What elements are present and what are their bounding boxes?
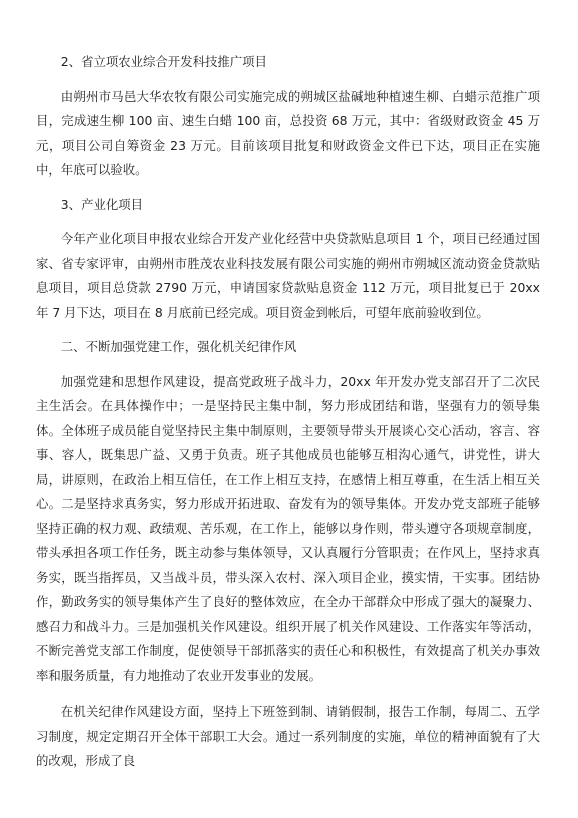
section-2-body: 由朔州市马邑大华农牧有限公司实施完成的朔城区盐碱地种植速生柳、白蜡示范推广项目，完成速生柳 100 亩、速生白蜡 100 亩，总投资 68 万元，其中：省级财政资金 45 万元，项目公司自筹资金 23 万元。目前该项目批复和财政资金文件已下达，项目正在实施中，年底可以验收。 (36, 88, 540, 177)
spacer (36, 75, 540, 85)
section-3-heading: 3、产业化项目 (60, 196, 144, 212)
spacer (36, 688, 540, 700)
part-2-heading: 二、不断加强党建工作，强化机关纪律作风 (60, 339, 297, 354)
section-2-heading: 2、省立项农业综合开发科技推广项目 (60, 54, 267, 69)
spacer (36, 217, 540, 227)
section-3-body: 今年产业化项目申报农业综合开发产业化经营中央贷款贴息项目 1 个，项目已经通过国家、省专家评审，由朔州市胜茂农业科技发展有限公司实施的朔州市朔城区流动资金贷款贴息项目，项目总贷款 2790 万元，申请国家贷款贴息资金 112 万元，项目批复已于 20xx 年 7 月下达，项目在 8 月底前已经完成。项目资金到帐后，可望年底前验收到位。 (36, 231, 540, 320)
part-2-body-continued: 在机关纪律作风建设方面，坚持上下班签到制、请销假制，报告工作制，每周二、五学习制度，规定定期召开全体干部职工大会。通过一系列制度的实施，单位的精神面貌有了大的改观，形成了良 (36, 704, 540, 768)
spacer (36, 325, 540, 335)
spacer (36, 360, 540, 370)
spacer (36, 183, 540, 193)
part-2-body: 加强党建和思想作风建设，提高党政班子战斗力，20xx 年开发办党支部召开了二次民主生活会。在具体操作中；一是坚持民主集中制，努力形成团结和谐，坚强有力的领导集体。全体班子成员能自觉坚持民主集中制原则，主要领导带头开展谈心交心活动，容言、容事、容人，既集思广益、又勇于负责。班子其他成员也能够互相沟心通气，讲党性，讲大局，讲原则，在政治上相互信任，在工作上相互支持，在感情上相互尊重，在生活上相互关心。二是坚持求真务实，努力形成开拓进取、奋发有为的领导集体。开发办党支部班子能够坚持正确的权力观、政绩观、苦乐观，在工作上，能够以身作则，带头遵守各项规章制度，带头承担各项工作任务，既主动参与集体领导，又认真履行分管职责；在作风上，坚持求真务实，既当指挥员，又当战斗员，带头深入农村、深入项目企业，摸实情，干实事。团结协作，勤政务实的领导集体产生了良好的整体效应，在全办干部群众中形成了强大的凝聚力、感召力和战斗力。三是加强机关作风建设。组织开展了机关作风建设、工作落实年等活动，不断完善党支部工作制度，促使领导干部抓落实的责任心和积极性，有效提高了机关办事效率和服务质量，有力地推动了农业开发事业的发展。 (36, 373, 540, 683)
